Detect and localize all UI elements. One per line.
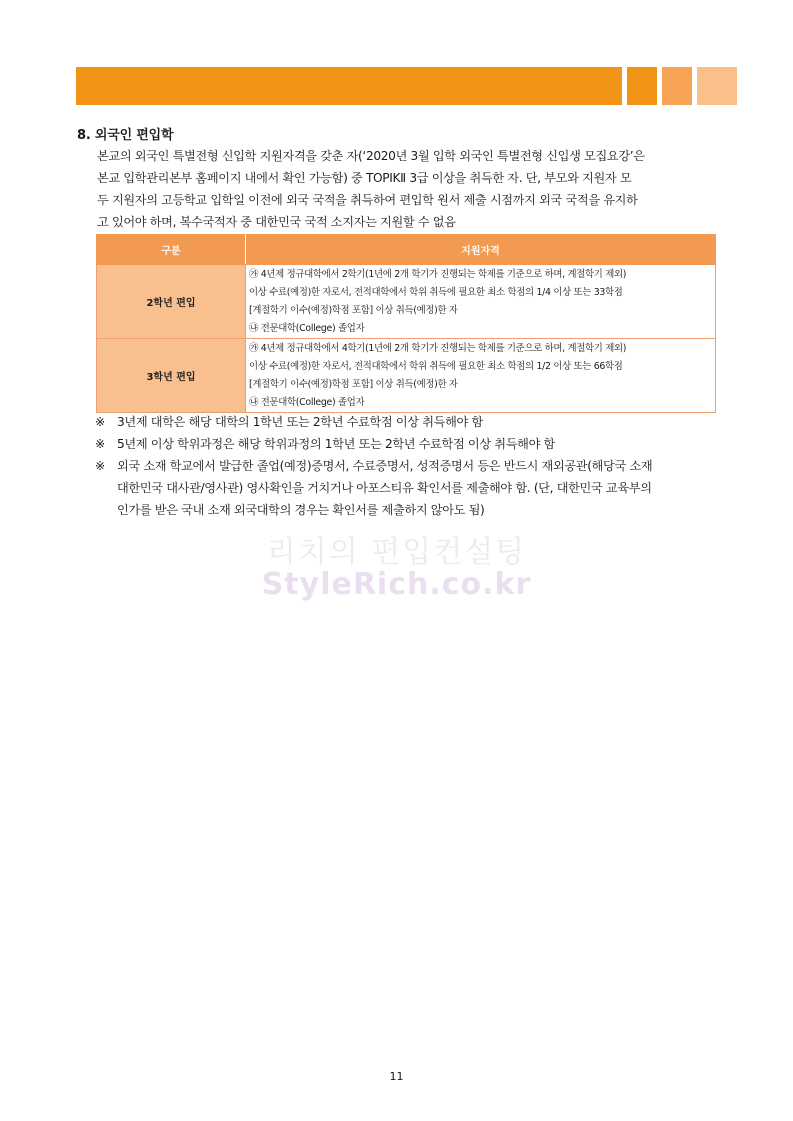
header-bar-block-1	[627, 67, 657, 105]
description-line: ㉮ 4년제 정규대학에서 4학기(1년에 2개 학기가 진행되는 학제를 기준으로 하며, 계절학기 제외)	[249, 343, 627, 354]
intro-line: 본교 입학관리본부 홈페이지 내에서 확인 가능함) 중 TOPIKⅡ 3급 이상을 취득한 자. 단, 부모와 지원자 모	[97, 171, 632, 185]
table-row	[97, 265, 716, 339]
description-line: ㉮ 4년제 정규대학에서 2학기(1년에 2개 학기가 진행되는 학제를 기준으로 하며, 계절학기 제외)	[249, 269, 627, 280]
row-label: 2학년 편입	[97, 265, 246, 339]
reference-mark: ※	[95, 415, 105, 429]
note-line: 대한민국 대사관/영사관) 영사확인을 거치거나 아포스티유 확인서를 제출해야 함. (단, 대한민국 교육부의	[117, 481, 652, 495]
intro-line: 두 지원자의 고등학교 입학일 이전에 외국 국적을 취득하여 편입학 원서 제출 시점까지 외국 국적을 유지하	[97, 193, 638, 207]
note-item	[95, 411, 740, 433]
note-line: 외국 소재 학교에서 발급한 졸업(예정)증명서, 수료증명서, 성적증명서 등은 반드시 재외공관(해당국 소재	[117, 459, 653, 473]
note-item	[95, 455, 740, 521]
note-line: 5년제 이상 학위과정은 해당 학위과정의 1학년 또는 2학년 수료학점 이상 취득해야 함	[117, 437, 555, 451]
description-line: 이상 수료(예정)한 자로서, 전적대학에서 학위 취득에 필요한 최소 학점의 1/4 이상 또는 33학점	[249, 287, 623, 298]
table-row	[97, 339, 716, 413]
description-line: ㉯ 전문대학(College) 졸업자	[249, 323, 365, 334]
watermark-english: StyleRich.co.kr	[261, 567, 532, 602]
note-line: 3년제 대학은 해당 대학의 1학년 또는 2학년 수료학점 이상 취득해야 함	[117, 415, 483, 429]
note-item	[95, 433, 740, 455]
description-line: 이상 수료(예정)한 자로서, 전적대학에서 학위 취득에 필요한 최소 학점의 1/2 이상 또는 66학점	[249, 361, 623, 372]
description-line: ㉯ 전문대학(College) 졸업자	[249, 397, 365, 408]
header-category: 구분	[97, 235, 246, 265]
watermark-korean: 리치의 편입컨설팅	[266, 535, 527, 570]
notes-list	[95, 411, 740, 521]
header-bar-main	[76, 67, 622, 105]
eligibility-table	[96, 234, 716, 413]
note-line: 인가를 받은 국내 소재 외국대학의 경우는 확인서를 제출하지 않아도 됨)	[117, 503, 485, 517]
intro-line: 고 있어야 하며, 복수국적자 중 대한민국 국적 소지자는 지원할 수 없음	[97, 215, 456, 229]
row-label: 3학년 편입	[97, 339, 246, 413]
header-qualification: 지원자격	[246, 235, 716, 265]
header-bar-block-3	[697, 67, 737, 105]
description-line: [계절학기 이수(예정)학점 포함] 이상 취득(예정)한 자	[249, 379, 458, 390]
intro-line: 본교의 외국인 특별전형 신입학 지원자격을 갖춘 자(‘2020년 3월 입학 외국인 특별전형 신입생 모집요강’은	[97, 149, 645, 163]
page-number: 11	[389, 1070, 404, 1083]
row-description	[246, 339, 716, 413]
row-description	[246, 265, 716, 339]
intro-paragraph	[97, 145, 738, 233]
description-line: [계절학기 이수(예정)학점 포함] 이상 취득(예정)한 자	[249, 305, 458, 316]
reference-mark: ※	[95, 459, 105, 473]
reference-mark: ※	[95, 437, 105, 451]
header-bar-block-2	[662, 67, 692, 105]
table-header-row	[97, 235, 716, 265]
section-title: 8. 외국인 편입학	[77, 128, 174, 143]
